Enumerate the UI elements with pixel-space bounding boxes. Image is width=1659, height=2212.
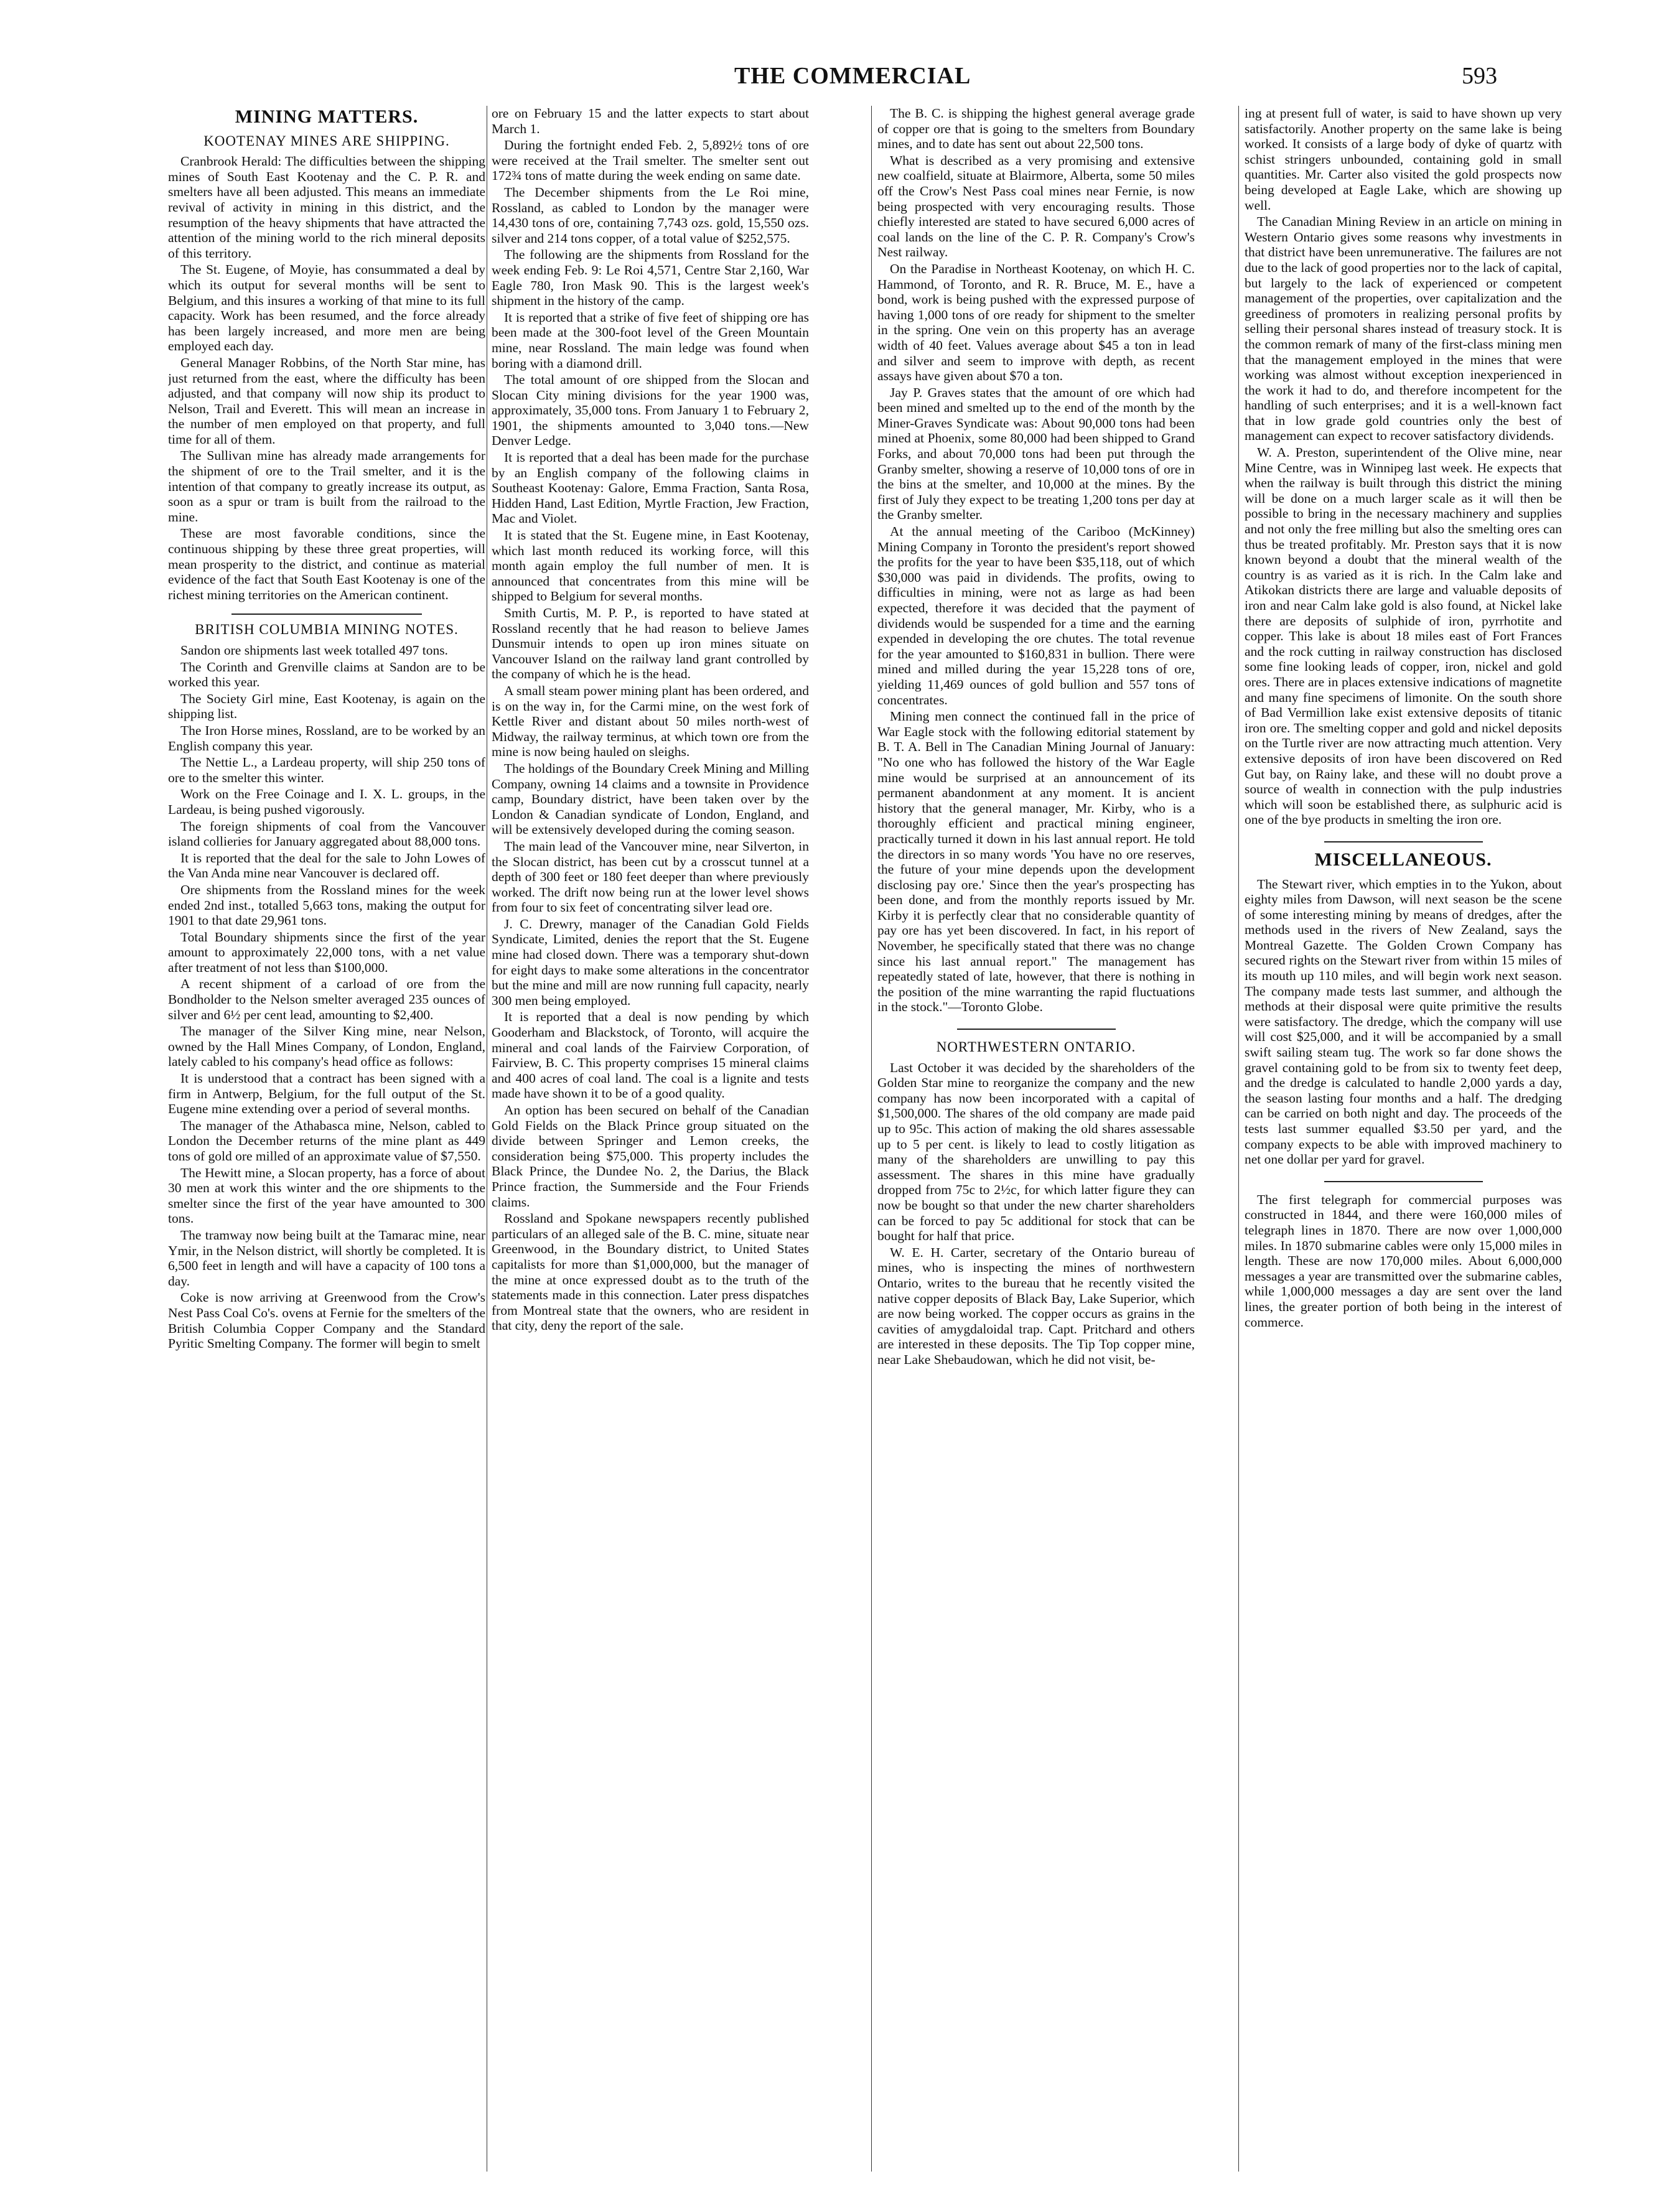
paragraph: The manager of the Silver King mine, near Nelson, owned by the Hall Mines Company, of London, England, lately cabled to his company's head office as follows: [168, 1024, 485, 1070]
section-divider [231, 614, 422, 615]
column-four [1245, 106, 1562, 2178]
paragraph: ing at present full of water, is said to have shown up very satisfactorily. Another property on the same lake is being worked. It consists of a large body of dyke of quartz with schist stringers unbounded, containing gold in small quantities. Mr. Carter also visited the gold prospects now being developed at Eagle Lake, which are showing up well. [1245, 106, 1562, 213]
paragraph: During the fortnight ended Feb. 2, 5,892½ tons of ore were received at the Trail smelter. The smelter sent out 172¾ tons of matte during the week ending on same date. [492, 138, 809, 184]
paragraph: The total amount of ore shipped from the Slocan and Slocan City mining divisions for the year 1900 was, approximately, 35,000 tons. From January 1 to February 2, 1901, the shipments amounted to 3,040 tons.—New Denver Ledge. [492, 372, 809, 449]
paragraph: The B. C. is shipping the highest general average grade of copper ore that is going to the smelters from Boundary mines, and to date has sent out about 22,500 tons. [877, 106, 1195, 152]
paragraph: The first telegraph for commercial purposes was constructed in 1844, and there were 160,000 miles of telegraph lines in 1870. There are now over 1,000,000 miles. In 1870 submarine cables were only 15,000 miles in length. These are now 170,000 miles. About 6,000,000 messages a year are transmitted over the submarine cables, while 1,000,000 messages a day are sent over the land lines, the greater portion of both being in the interest of commerce. [1245, 1192, 1562, 1330]
paragraph: The Society Girl mine, East Kootenay, is again on the shipping list. [168, 691, 485, 722]
paragraph: Sandon ore shipments last week totalled 497 tons. [180, 643, 448, 658]
paragraph: The holdings of the Boundary Creek Mining and Milling Company, owning 14 claims and a townsite in Providence camp, Boundary district, have been taken over by the London & Canadian syndicate of London, England, and will be extensively developed during the coming season. [492, 760, 809, 838]
paragraph: It is reported that a deal is now pending by which Gooderham and Blackstock, of Toronto, will acquire the mineral and coal lands of the Fairview Corporation, of Fairview, B. C. This property comprises 15 mineral claims and 400 acres of coal land. The coal is a lignite and tests made have shown it to be of a good quality. [492, 1009, 809, 1101]
paragraph: Jay P. Graves states that the amount of ore which had been mined and smelted up to the end of the month by the Miner-Graves Syndicate was: About 90,000 tons had been mined at Phoenix, some 80,000 had been shipped to Grand Forks, and about 70,000 tons had been put through the Granby smelter, showing a reserve of 10,000 tons of ore in the bins at the smelter, and 10,000 at the mines. By the first of July they expect to be treating 1,200 tons per day at the Granby smelter. [877, 385, 1195, 523]
paragraph: The following are the shipments from Rossland for the week ending Feb. 9: Le Roi 4,571, Centre Star 2,160, War Eagle 780, Iron Mask 90. This is the largest week's shipment in the history of the camp. [492, 247, 809, 309]
paragraph: It is understood that a contract has been signed with a firm in Antwerp, Belgium, for the full output of the St. Eugene mine extending over a period of several months. [168, 1071, 485, 1117]
paragraph: At the annual meeting of the Cariboo (McKinney) Mining Company in Toronto the president's report showed the profits for the year to have been $35,118, out of which $30,000 was paid in dividends. The profits, owing to difficulties in mining, were not as large as had been expected, therefore it was decided that the payment of dividends would be suspended for a time and the earning expended in developing the ore chutes. The total revenue for the year amounted to $160,831 in bullion. There were mined and milled during the year 15,228 tons of ore, yielding 11,469 ounces of gold bullion and 557 tons of concentrates. [877, 524, 1195, 707]
article-title-northwestern-ontario: NORTHWESTERN ONTARIO. [936, 1039, 1136, 1055]
paragraph: Smith Curtis, M. P. P., is reported to have stated at Rossland recently that he had reason to believe James Dunsmuir intends to open up iron mines situate on Vancouver Island on the railway land grant controlled by the company of which he is the head. [492, 605, 809, 682]
paragraph: What is described as a very promising and extensive new coalfield, situate at Blairmore, Alberta, some 50 miles off the Crow's Nest Pass coal mines near Fernie, is now being prospected with very encouraging results. Those chiefly interested are stated to have secured 6,000 acres of coal lands on the line of the C. P. R. Company's Crow's Nest railway. [877, 152, 1195, 260]
paragraph: General Manager Robbins, of the North Star mine, has just returned from the east, where the difficulty has been adjusted, and that company will now ship its product to Nelson, Trail and Everett. This will mean an increase in the number of men employed on that property, and full time for all of them. [168, 355, 485, 447]
paragraph: Last October it was decided by the shareholders of the Golden Star mine to reorganize the company and the new company has now been incorporated with a capital of $1,500,000. The shares of the old company are made paid up to 95c. This action of making the old shares assessable up to 5 per cent. is likely to lead to costly litigation as many of the shareholders are unwilling to pay this assessment. The shares in this mine have gradually dropped from 75c to 2½c, for which latter figure they can now be bought so that under the new charter shareholders can be forced to pay 5c additional for stock that can be bought for half that price. [877, 1060, 1195, 1244]
paragraph: The Sullivan mine has already made arrangements for the shipment of ore to the Trail smelter, and it is the intention of that company to greatly increase its output, as soon as a spur or tram is built from the railroad to the mine. [168, 448, 485, 525]
paragraph: The December shipments from the Le Roi mine, Rossland, as cabled to London by the manager were 14,430 tons of ore, containing 7,743 ozs. gold, 15,550 ozs. silver and 214 tons copper, of a total value of $252,575. [492, 184, 809, 246]
section-title-miscellaneous: MISCELLANEOUS. [1314, 849, 1492, 870]
column-three [877, 106, 1195, 2178]
article-kootenay [168, 154, 485, 602]
paragraph: J. C. Drewry, manager of the Canadian Gold Fields Syndicate, Limited, denies the report that the St. Eugene mine had closed down. There was a temporary shut-down for eight days to make some alterations in the concentrator but the mine and mill are now running full capacity, nearly 300 men being employed. [492, 916, 809, 1008]
section-title-mining-matters: MINING MATTERS. [235, 106, 419, 127]
paragraph: It is reported that a strike of five feet of shipping ore has been made at the 300-foot level of the Green Mountain mine, near Rossland. The main ledge was found when boring with a diamond drill. [492, 309, 809, 371]
paragraph: It is reported that the deal for the sale to John Lowes of the Van Anda mine near Vancouver is declared off. [168, 850, 485, 881]
paragraph: The Hewitt mine, a Slocan property, has a force of about 30 men at work this winter and the ore shipments to the smelter since the first of the year have amounted to 300 tons. [168, 1165, 485, 1226]
section-divider [957, 1029, 1116, 1030]
paragraph: The main lead of the Vancouver mine, near Silverton, in the Slocan district, has been cut by a crosscut tunnel at a depth of 300 feet or 180 feet deeper than where previously worked. The drift now being run at the lower level shows from four to six feet of concentrating silver lead ore. [492, 838, 809, 915]
section-divider [1324, 1181, 1483, 1182]
column-one [168, 106, 485, 2178]
column-two [492, 106, 809, 2178]
section-divider [1324, 841, 1483, 842]
paragraph: It is stated that the St. Eugene mine, in East Kootenay, which last month reduced its working force, will this month again employ the full number of men. It is announced that concentrates from this mine will be shipped to Belgium for several months. [492, 528, 809, 604]
paragraph: A recent shipment of a carload of ore from the Bondholder to the Nelson smelter averaged 235 ounces of silver and 6½ per cent lead, amounting to $2,400. [168, 976, 485, 1022]
article-bc-notes [168, 643, 485, 1351]
paragraph: Work on the Free Coinage and I. X. L. groups, in the Lardeau, is being pushed vigorously. [168, 786, 485, 817]
paragraph: The St. Eugene, of Moyie, has consummated a deal by which its output for several months will be sent to Belgium, and this insures a working of that mine to its full capacity. Work has been resumed, and the force already has been largely increased, and more men are being employed each day. [168, 262, 485, 354]
paragraph: A small steam power mining plant has been ordered, and is on the way in, for the Carmi mine, on the west fork of Kettle River and distant about 50 miles north-west of Midway, the railway terminus, at which town ore from the mine is now being hauled on sleighs. [492, 683, 809, 760]
article-title-kootenay: KOOTENAY MINES ARE SHIPPING. [203, 133, 450, 149]
paragraph: Total Boundary shipments since the first of the year amount to approximately 22,000 tons, with a net value after treatment of not less than $100,000. [168, 929, 485, 975]
paragraph: The tramway now being built at the Tamarac mine, near Ymir, in the Nelson district, will shortly be completed. It is 6,500 feet in length and will have a capacity of 100 tons a day. [168, 1227, 485, 1289]
paragraph: On the Paradise in Northeast Kootenay, on which H. C. Hammond, of Toronto, and R. R. Bruce, M. E., have a bond, work is being pushed with the expressed purpose of having 1,000 tons of ore ready for shipment to the smelter in the spring. One vein on this property has an average width of 40 feet. Values average about $45 a ton in lead and silver and seem to improve with depth, as recent assays have given about $70 a ton. [877, 261, 1195, 384]
column-rule [871, 106, 872, 2172]
paragraph: It is reported that a deal has been made for the purchase by an English company of the following claims in Southeast Kootenay: Galore, Emma Fraction, Santa Rosa, Hidden Hand, Last Edition, Myrtle Fraction, Jew Fraction, Mac and Violet. [492, 450, 809, 526]
paragraph: W. A. Preston, superintendent of the Olive mine, near Mine Centre, was in Winnipeg last week. He expects that when the railway is built through this district the mining will be done on a much larger scale as it will then be possible to bring in the necessary machinery and supplies and not only the free milling but also the smelting ores can thus be treated profitably. Mr. Preston says that it is now known beyond a doubt that the mineral wealth of the country is as varied as it is rich. In the Calm lake and Atikokan districts there are large and valuable deposits of iron and near Calm lake gold is also found, at Nickel lake there are deposits of sulphide of iron, pyrrhotite and copper. This lake is about 18 miles east of Fort Frances and the rock cutting in railway construction has disclosed some fine looking leads of copper, iron, nickel and gold ores. There are in places extensive indications of magnetite and many fine specimens of limonite. On the south shore of Bad Vermillion lake exist extensive deposits of titanic iron ore. The smelting copper and gold and nickel deposits on the Turtle river are now attracting much attention. Very extensive deposits of iron have been discovered on Red Gut bay, on Rainy lake, and these will no doubt prove a source of wealth in connection with the pulp industries which will soon be established there, as sulphuric acid is one of the bye products in smelting the iron ore. [1245, 445, 1562, 828]
paragraph: Rossland and Spokane newspapers recently published particulars of an alleged sale of the B. C. mine, situate near Greenwood, in the Boundary district, to United States capitalists for more than $1,000,000, but the manager of the mine at once expressed doubt as to the truth of the statements made in this connection. Later press dispatches from Montreal state that the owners, who are resident in that city, deny the report of the sale. [492, 1211, 809, 1333]
paragraph: ore on February 15 and the latter expects to start about March 1. [492, 106, 809, 136]
paragraph: The Corinth and Grenville claims at Sandon are to be worked this year. [168, 659, 485, 690]
paragraph: The Nettie L., a Lardeau property, will ship 250 tons of ore to the smelter this winter. [168, 755, 485, 785]
paragraph: The Canadian Mining Review in an article on mining in Western Ontario gives some reasons why investments in that district have been unremunerative. The failures are not due to the lack of good properties nor to the lack of capital, but largely to the lack of experienced or competent management of the properties, over capitalization and the greediness of promoters in realizing personal profits by selling their personal shares instead of treasury stock. It is the common remark of many of the first-class mining men that the management employed in the mines that were working was almost without exception inexperienced in the work it had to do, and therefore incompetent for the handling of such enterprises; and it is a well-known fact that in low grade gold countries only the best of management can expect to recover satisfactory dividends. [1245, 214, 1562, 444]
paragraph: Ore shipments from the Rossland mines for the week ended 2nd inst., totalled 5,663 tons, making the output for 1901 to that date 29,961 tons. [168, 882, 485, 928]
paragraph: Mining men connect the continued fall in the price of War Eagle stock with the following editorial statement by B. T. A. Bell in The Canadian Mining Journal of January: "No one who has followed the history of the War Eagle mine would be surprised at an announcement of its permanent abandonment at any moment. It is ancient history that the general manager, Mr. Kirby, who is a thoroughly efficient and practical mining engineer, practically turned it down in his last annual report. He told the directors in so many words 'You have no ore reserves, the future of your mine depends upon the development disclosing pay ore.' Since then the year's prospecting has been done, and from the monthly reports issued by Mr. Kirby it is perfectly clear that no considerable quantity of pay ore has yet been discovered. In fact, in his report of November, he specifically stated that there was no change since his last annual report." The management has repeatedly stated of late, however, that there is nothing in the position of the mine warranting the rapid fluctuations in the stock."—Toronto Globe. [877, 709, 1195, 1015]
paragraph: Coke is now arriving at Greenwood from the Crow's Nest Pass Coal Co's. ovens at Fernie for the smelters of the British Columbia Copper Company and the Standard Pyritic Smelting Company. The former will begin to smelt [168, 1290, 485, 1351]
paragraph: An option has been secured on behalf of the Canadian Gold Fields on the Black Prince group situated on the divide between Springer and Lemon creeks, the consideration being $75,000. This property includes the Black Prince, the Dundee No. 2, the Darius, the Black Prince fraction, the Summerside and the Four Friends claims. [492, 1103, 809, 1210]
article-title-bc-notes: BRITISH COLUMBIA MINING NOTES. [195, 622, 459, 638]
paragraph: These are most favorable conditions, since the continuous shipping by these three great properties, will mean prosperity to the district, and continue as material evidence of the fact that South East Kootenay is one of the richest mining territories on the American continent. [168, 526, 485, 602]
column-rule [1238, 106, 1239, 2172]
paragraph: The manager of the Athabasca mine, Nelson, cabled to London the December returns of the mine plant as 449 tons of gold ore milled of an approximate value of $7,550. [168, 1118, 485, 1164]
paragraph: The Iron Horse mines, Rossland, are to be worked by an English company this year. [168, 722, 485, 754]
page-number: 593 [1462, 63, 1497, 89]
paragraph: The Stewart river, which empties in to the Yukon, about eighty miles from Dawson, will next season be the scene of some interesting mining by means of dredges, after the methods used in the rivers of New Zealand, says the Montreal Gazette. The Golden Crown Company has secured rights on the Stewart river from within 15 miles of its mouth up 110 miles, and will begin work next season. The company made tests last summer, and although the methods at their disposal were quite primitive the results were satisfactory. The dredge, which the company will use will cost $25,000, and it will be accompanied by a small swift sailing steam tug. The work so far done shows the gravel containing gold to be from six to twenty feet deep, and the dredge is calculated to handle 2,000 yards a day, the season lasting four months and a half. The dredging can be carried on both night and day. The proceeds of the tests last summer equalled $3.50 per yard, and the company expects to be able with improved machinery to net one dollar per yard for gravel. [1245, 876, 1562, 1167]
publication-title: THE COMMERCIAL [734, 63, 971, 89]
paragraph: W. E. H. Carter, secretary of the Ontario bureau of mines, who is inspecting the mines of northwestern Ontario, writes to the bureau that he recently visited the native copper deposits of Black Bay, Lake Superior, which are now being worked. The copper occurs as grains in the cavities of amygdaloidal trap. Capt. Pritchard and others are interested in these deposits. The Tip Top copper mine, near Lake Shebaudowan, which he did not visit, be- [877, 1244, 1195, 1367]
paragraph: Cranbrook Herald: The difficulties between the shipping mines of South East Kootenay and the C. P. R. and smelters have all been adjusted. This means an immediate revival of activity in mining in this district, and the resumption of the heavy shipments that have attracted the attention of the mining world to the rich mineral deposits of this territory. [168, 154, 485, 261]
masthead [0, 62, 1659, 100]
paragraph: The foreign shipments of coal from the Vancouver island collieries for January aggregated about 88,000 tons. [168, 818, 485, 849]
